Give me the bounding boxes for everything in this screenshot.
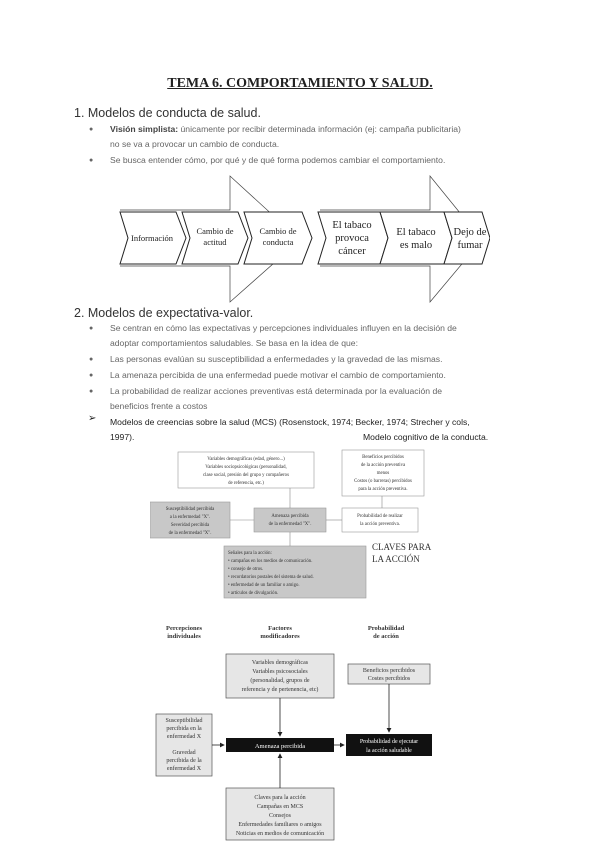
d2-prob-1: la acción saludable (366, 748, 412, 754)
d1-cues-4: • enfermedad de un familiar o amigo. (228, 583, 300, 588)
chevron-label-4b: provoca (335, 233, 369, 244)
arrow-bullet: ➢ (88, 413, 97, 424)
d2-cues-1: Campañas en MCS (256, 804, 304, 810)
bullet-dot: ● (89, 388, 94, 395)
d2-benef-0: Beneficios percibidos (362, 668, 416, 674)
section1-heading: 1. Modelos de conducta de salud. (74, 106, 261, 120)
d1-prob-box (342, 508, 418, 532)
chevron-label-4a: El tabaco (332, 220, 372, 231)
d1-ben-3: Costos (o barreras) percibidos (354, 479, 412, 484)
d1-vars-text-3: de referencia, etc.) (228, 481, 264, 486)
chevron-label-5a: El tabaco (396, 227, 436, 238)
d2-threat: Amenaza percibida (254, 743, 306, 750)
chevron-label-3a: Cambio de (259, 226, 297, 236)
chevron-label-2b: actitud (203, 237, 227, 247)
d1-susc-0: Susceptibilidad percibida (165, 507, 215, 512)
d2-cues-4: Noticias en medios de comunicación (235, 831, 325, 837)
bullet-dot: ● (89, 325, 94, 332)
d1-vars-text-2: clase social, presión del grupo y compañeros (203, 473, 289, 478)
s2-b4-line2: beneficios frente a costos (110, 401, 208, 411)
chevron-label-3b: conducta (262, 237, 294, 247)
chevron-label-2a: Cambio de (196, 226, 234, 236)
d1-ben-2: menos (376, 471, 390, 476)
d1-prob-0: Probabilidad de realizar (357, 514, 403, 519)
d2-susc-2: enfermedad X (166, 734, 202, 740)
d1-vars-text-0: Variables demográficas (edad, género...) (207, 457, 285, 462)
s1-bullet1-bold: Visión simplista: (110, 124, 179, 134)
hbm-diagram-2 (150, 618, 450, 844)
d1-vars-text-1: Variables sociopsicológicas (personalidad, (205, 465, 287, 470)
bullet-dot: ● (89, 372, 94, 379)
s1-bullet2: Se busca entender cómo, por qué y de qué forma podemos cambiar el comportamiento. (110, 155, 446, 165)
d1-claves-1: LA ACCIÓN (372, 554, 420, 564)
d1-susc-2: Severidad percibida (170, 523, 210, 528)
s2-b1-line2: adoptar comportamientos saludables. Se basa en la idea de que: (110, 338, 358, 348)
d1-susc-1: a la enfermedad "X". (169, 515, 211, 520)
d1-ben-4: para la acción preventiva. (358, 487, 408, 492)
d2-vars-0: Variables demográficas (251, 660, 309, 666)
d2-col2-1: modificadores (260, 633, 300, 640)
chevron-label-6b: fumar (457, 240, 483, 251)
s2-b3: La amenaza percibida de una enfermedad puede motivar el cambio de comportamiento. (110, 370, 446, 380)
s1-bullet1-rest: únicamente por recibir determinada información (ej: campaña publicitaria) (178, 124, 461, 134)
hbm-diagram-1 (150, 446, 450, 604)
process-chevrons (110, 172, 490, 304)
s2-b2: Las personas evalúan su susceptibilidad a enfermedades y la gravedad de las mismas. (110, 354, 443, 364)
d2-col3-1: de acción (373, 633, 399, 640)
d1-threat-1: de la enfermedad "X". (268, 522, 312, 527)
d1-cues-3: • recordatorios postales del sistema de salud. (228, 575, 314, 580)
d2-susc-4: Gravedad (172, 750, 196, 756)
s1-bullet1-line2: no se va a provocar un cambio de conducta. (110, 139, 280, 149)
chevron-label-1: Información (130, 233, 174, 243)
d2-cues-2: Consejos (268, 813, 292, 819)
d2-vars-1: Variables psicosociales (252, 669, 308, 675)
d1-claves-0: CLAVES PARA (372, 542, 432, 552)
s1-bullet1 (110, 122, 530, 137)
s2-b4-line1: La probabilidad de realizar acciones preventivas está determinada por la evaluación de (110, 386, 443, 396)
d2-col1-1: individuales (167, 633, 201, 640)
d2-vars-3: referencia y de pertenencia, etc) (241, 687, 319, 693)
bullet-dot: ● (89, 356, 94, 363)
chevron-label-4c: cáncer (338, 246, 366, 257)
page-title: TEMA 6. COMPORTAMIENTO Y SALUD. (167, 76, 433, 91)
d1-cues-2: • consejo de otros. (228, 567, 264, 572)
d2-benef-1: Costes percibidos (367, 676, 411, 682)
d2-col3-0: Probabilidad (367, 625, 405, 632)
d2-susc-6: enfermedad X (166, 766, 202, 772)
d2-col2-0: Factores (268, 625, 292, 632)
s2-mcs-right: Modelo cognitivo de la conducta. (363, 432, 489, 442)
d2-cues-3: Enfermedades familiares o amigos (238, 822, 322, 828)
d2-susc-0: Susceptibilidad (165, 718, 203, 724)
d2-susc-1: percibida en la (166, 726, 202, 732)
section2-heading: 2. Modelos de expectativa-valor. (74, 306, 254, 320)
d1-cues-5: • artículos de divulgación. (228, 591, 279, 596)
d2-cues-0: Claves para la acción (254, 795, 306, 801)
bullet-dot: ● (89, 126, 94, 133)
d2-vars-2: (personalidad, grupos de (250, 678, 310, 684)
d1-cues-1: • campañas en los medios de comunicación. (228, 559, 313, 564)
bullet-dot: ● (89, 157, 94, 164)
chevron-label-5b: es malo (399, 240, 433, 251)
s2-b1-line1: Se centran en cómo las expectativas y percepciones individuales influyen en la decisión de (110, 323, 457, 333)
d1-cues-0: Señales para la acción: (228, 551, 272, 556)
d1-susc-3: de la enfermedad "X". (168, 531, 212, 536)
d1-threat-0: Amenaza percibida (271, 514, 309, 519)
d2-col1-0: Percepciones (166, 625, 202, 632)
d1-ben-0: Beneficios percibidos (362, 455, 404, 460)
s2-mcs-line1: Modelos de creencias sobre la salud (MCS) (Rosenstock, 1974; Becker, 1974; Strecher y cols, (110, 417, 470, 427)
chevron-5 (380, 212, 452, 264)
s2-mcs-year: 1997). (110, 432, 135, 442)
chevron-label-6a: Dejo de (453, 227, 487, 238)
d2-prob-0: Probabilidad de ejecutar (359, 739, 419, 745)
d2-susc-5: percibida de la (166, 758, 202, 764)
d1-threat-box (254, 508, 326, 532)
d1-ben-1: de la acción preventiva (360, 463, 406, 468)
d1-prob-1: la acción preventiva. (360, 522, 400, 527)
